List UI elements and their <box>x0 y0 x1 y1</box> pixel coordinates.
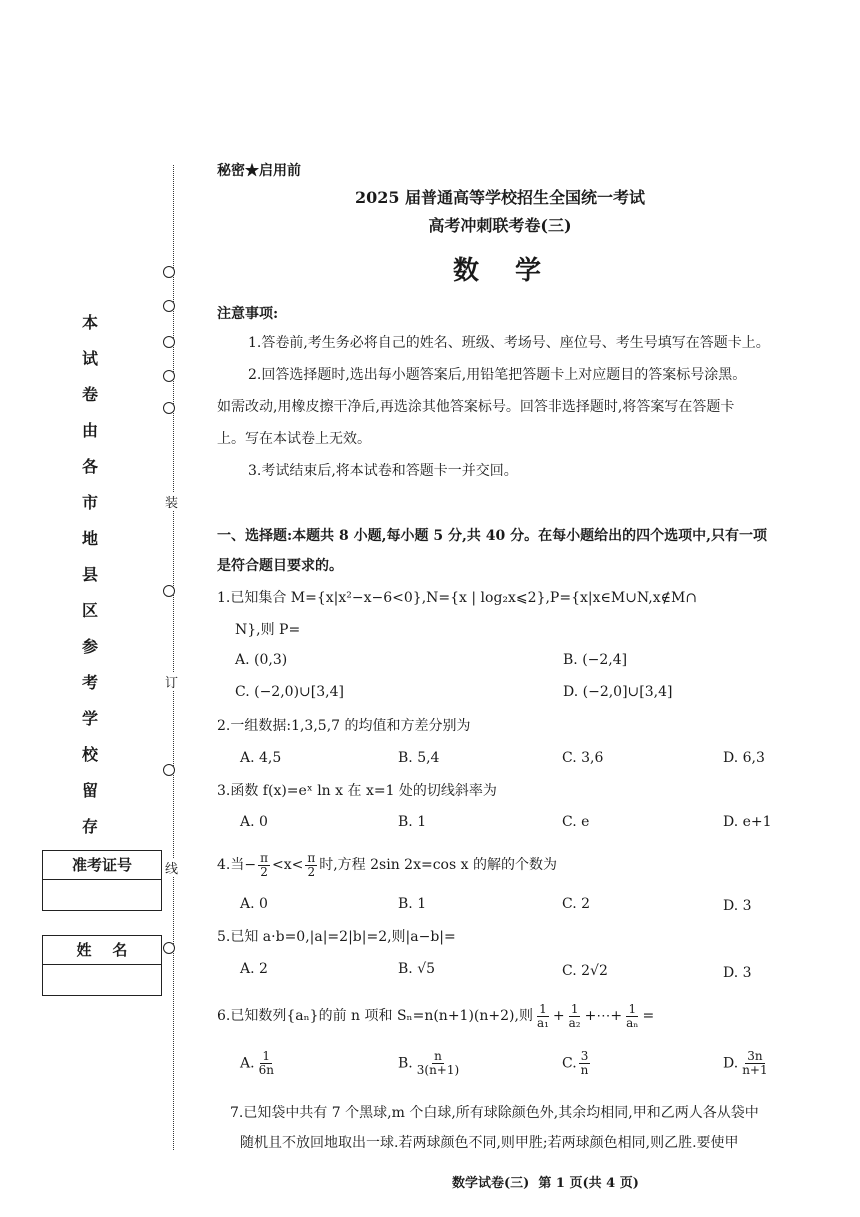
q4-option-d: D. 3 <box>723 898 752 914</box>
question-6-stem: 6.已知数列{aₙ}的前 n 项和 Sₙ=n(n+1)(n+2),则 $\frac{1}{\text{a₁}}$ + $\frac{1}{\text{a₂}}$ +⋯+ $\frac{1}{\text{aₙ}}$ = <box>217 1001 655 1030</box>
binding-hole <box>163 402 175 414</box>
q2-option-b: B. 5,4 <box>398 750 440 766</box>
binding-hole <box>163 942 175 954</box>
notice-item: 3.考试结束后,将本试卷和答题卡一并交回。 <box>248 463 518 479</box>
q3-option-a: A. 0 <box>240 814 268 830</box>
binding-hole <box>163 585 175 597</box>
binding-hole <box>163 300 175 312</box>
q5-option-d: D. 3 <box>723 965 752 981</box>
q4-option-b: B. 1 <box>398 896 427 912</box>
q1-option-b: B. (−2,4] <box>563 652 628 668</box>
secret-label: 秘密★启用前 <box>217 163 301 179</box>
question-1-stem: 1.已知集合 M={x|x²−x−6<0},N={x | log₂x⩽2},P={x|x∈M∪N,x∉M∩ <box>217 590 698 606</box>
question-7-stem: 7.已知袋中共有 7 个黑球,m 个白球,所有球除颜色外,其余均相同,甲和乙两人各从袋中 <box>230 1105 759 1121</box>
notice-item: 1.答卷前,考生务必将自己的姓名、班级、考场号、座位号、考生号填写在答题卡上。 <box>248 335 770 351</box>
question-2-stem: 2.一组数据:1,3,5,7 的均值和方差分别为 <box>217 718 471 734</box>
q3-option-b: B. 1 <box>398 814 427 830</box>
notice-item: 如需改动,用橡皮擦干净后,再选涂其他答案标号。回答非选择题时,将答案写在答题卡 <box>217 399 735 415</box>
binding-hole <box>163 764 175 776</box>
q6-option-c: C. $\frac{3}{n}$ <box>562 1049 589 1077</box>
q6-option-a: A. $\frac{1}{6n}$ <box>240 1049 274 1077</box>
question-3-stem: 3.函数 f(x)=eˣ ln x 在 x=1 处的切线斜率为 <box>217 783 497 799</box>
name-label: 姓 名 <box>43 936 161 965</box>
q5-option-a: A. 2 <box>240 961 268 977</box>
q5-option-b: B. √5 <box>398 961 436 977</box>
q1-option-a: A. (0,3) <box>235 652 288 668</box>
question-7-stem-cont: 随机且不放回地取出一球.若两球颜色不同,则甲胜;若两球颜色相同,则乙胜.要使甲 <box>240 1135 739 1151</box>
binding-char: 订 <box>165 672 178 691</box>
binding-char: 装 <box>165 492 178 511</box>
binding-dotted-line <box>173 165 174 1150</box>
exam-subtitle: 高考冲刺联考卷(三) <box>428 216 572 235</box>
name-field[interactable] <box>43 965 161 995</box>
exam-number-box[interactable] <box>42 850 162 911</box>
exam-title: 2025 届普通高等学校招生全国统一考试 <box>354 188 646 207</box>
section-heading-cont: 是符合题目要求的。 <box>217 558 343 574</box>
q3-option-d: D. e+1 <box>723 814 772 830</box>
q2-option-d: D. 6,3 <box>723 750 765 766</box>
section-heading: 一、选择题:本题共 8 小题,每小题 5 分,共 40 分。在每小题给出的四个选项中,只有一项 <box>217 528 767 544</box>
binding-hole <box>163 336 175 348</box>
q1-option-c: C. (−2,0)∪[3,4] <box>235 684 344 700</box>
q2-option-a: A. 4,5 <box>240 750 282 766</box>
exam-number-label: 准考证号 <box>43 851 161 880</box>
notice-item: 2.回答选择题时,选出每小题答案后,用铅笔把答题卡上对应题目的答案标号涂黑。 <box>248 367 747 383</box>
binding-char: 线 <box>165 858 178 877</box>
q6-option-d: D. $\frac{3n}{n+1}$ <box>723 1049 768 1077</box>
q1-option-d: D. (−2,0]∪[3,4] <box>563 684 673 700</box>
binding-hole <box>163 370 175 382</box>
question-4-stem: 4.当− $\frac{\pi}{2}$ <x< $\frac{\pi}{2}$ 时,方程 2sin 2x=cos x 的解的个数为 <box>217 850 557 879</box>
q5-option-c: C. 2√2 <box>562 963 608 979</box>
exam-number-field[interactable] <box>43 880 161 910</box>
q4-option-c: C. 2 <box>562 896 591 912</box>
page-footer: 数学试卷(三) 第 1 页(共 4 页) <box>452 1176 639 1191</box>
question-5-stem: 5.已知 a·b=0,|a|=2|b|=2,则|a−b|= <box>217 929 456 945</box>
q2-option-c: C. 3,6 <box>562 750 604 766</box>
notice-item: 上。写在本试卷上无效。 <box>217 431 371 447</box>
subject-title: 数 学 <box>452 256 548 286</box>
name-box[interactable] <box>42 935 162 996</box>
q4-option-a: A. 0 <box>240 896 268 912</box>
notice-heading: 注意事项: <box>217 306 279 322</box>
q6-option-b: B. $\frac{n}{3(n+1)}$ <box>398 1049 460 1077</box>
q3-option-c: C. e <box>562 814 590 830</box>
question-1-stem-cont: N},则 P= <box>235 622 301 638</box>
